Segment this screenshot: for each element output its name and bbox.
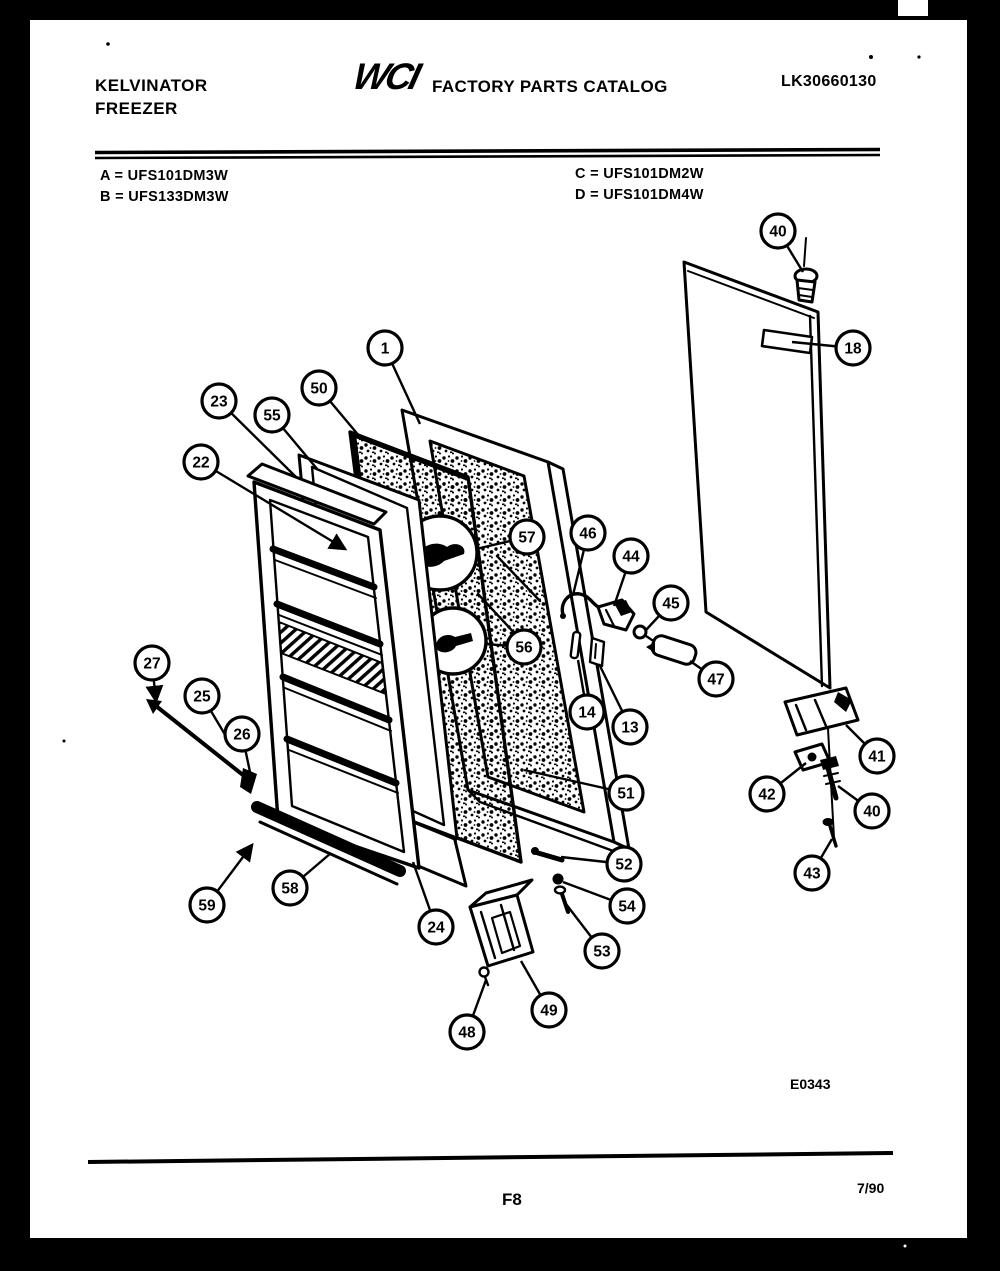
- callout-1: [368, 331, 402, 365]
- callout-52: [607, 847, 641, 881]
- header-double-rule: [95, 150, 880, 159]
- model-d: D = UFS101DM4W: [575, 187, 704, 203]
- callout-40: [855, 794, 889, 828]
- svg-text:48: 48: [458, 1024, 476, 1042]
- callout-40: [761, 214, 795, 248]
- brand-line-2: FREEZER: [95, 99, 178, 118]
- svg-text:14: 14: [578, 704, 596, 722]
- callout-55: [255, 398, 289, 432]
- svg-text:51: 51: [617, 785, 635, 803]
- callout-46: [571, 516, 605, 550]
- callout-59: [190, 888, 224, 922]
- callout-13: [613, 710, 647, 744]
- svg-text:23: 23: [210, 393, 228, 411]
- callout-54: [610, 889, 644, 923]
- callout-18: [836, 331, 870, 365]
- svg-text:56: 56: [515, 639, 533, 657]
- callout-48: [450, 1015, 484, 1049]
- svg-text:59: 59: [198, 897, 216, 915]
- hinge-screw-head: [553, 874, 564, 885]
- svg-text:40: 40: [863, 803, 881, 821]
- callout-45: [654, 586, 688, 620]
- svg-text:1: 1: [380, 340, 390, 358]
- svg-text:45: 45: [662, 595, 680, 613]
- callout-43: [795, 856, 829, 890]
- svg-text:27: 27: [143, 655, 161, 673]
- callout-47: [699, 662, 733, 696]
- latch-clip: [590, 638, 604, 666]
- callout-50: [302, 371, 336, 405]
- svg-text:46: 46: [579, 525, 597, 543]
- callout-42: [750, 777, 784, 811]
- svg-text:24: 24: [427, 919, 445, 937]
- svg-text:22: 22: [192, 454, 210, 472]
- svg-text:54: 54: [618, 898, 636, 916]
- svg-text:57: 57: [518, 529, 536, 547]
- callout-41: [860, 739, 894, 773]
- drawing-code: E0343: [790, 1076, 831, 1092]
- hinge-plate: [785, 688, 858, 735]
- svg-text:53: 53: [593, 943, 611, 961]
- callout-53: [585, 934, 619, 968]
- latch-body: [598, 600, 634, 630]
- callout-49: [532, 993, 566, 1027]
- catalog-number: LK30660130: [781, 73, 877, 90]
- svg-text:47: 47: [707, 671, 725, 689]
- svg-text:50: 50: [310, 380, 328, 398]
- door-outer-skin-panel: [684, 262, 830, 688]
- hinge-cover-bracket: [470, 880, 533, 966]
- model-b: B = UFS133DM3W: [100, 189, 229, 205]
- svg-text:25: 25: [193, 688, 211, 706]
- page-number: F8: [502, 1190, 522, 1209]
- svg-text:49: 49: [540, 1002, 558, 1020]
- callout-56: [507, 630, 541, 664]
- callout-23: [202, 384, 236, 418]
- callout-25: [185, 679, 219, 713]
- hinge-screw-shaft: [555, 887, 568, 912]
- svg-text:42: 42: [758, 786, 776, 804]
- svg-text:52: 52: [615, 856, 633, 874]
- svg-text:44: 44: [622, 548, 640, 566]
- wci-logo: WCI: [349, 56, 423, 97]
- latch-pin: [570, 632, 580, 659]
- svg-text:40: 40: [769, 223, 787, 241]
- model-a: A = UFS101DM3W: [100, 168, 229, 184]
- svg-text:41: 41: [868, 748, 886, 766]
- callout-14: [570, 695, 604, 729]
- brand-line-1: KELVINATOR: [95, 76, 208, 95]
- footer-rule: [88, 1153, 893, 1162]
- svg-text:43: 43: [803, 865, 821, 883]
- callout-27: [135, 646, 169, 680]
- svg-text:58: 58: [281, 880, 299, 898]
- catalog-title: FACTORY PARTS CATALOG: [432, 77, 668, 96]
- callout-58: [273, 871, 307, 905]
- callout-24: [419, 910, 453, 944]
- callout-26: [225, 717, 259, 751]
- hinge-screw-lower-left: [531, 847, 562, 860]
- callout-22: [184, 445, 218, 479]
- hinge-screw-right: [820, 756, 840, 798]
- callout-44: [614, 539, 648, 573]
- svg-text:55: 55: [263, 407, 281, 425]
- hinge-pin-screw-top: [795, 238, 817, 302]
- svg-text:26: 26: [233, 726, 251, 744]
- model-c: C = UFS101DM2W: [575, 166, 704, 182]
- callout-51: [609, 776, 643, 810]
- svg-text:13: 13: [621, 719, 639, 737]
- svg-text:18: 18: [844, 340, 862, 358]
- callout-57: [510, 520, 544, 554]
- revision-date: 7/90: [857, 1180, 885, 1196]
